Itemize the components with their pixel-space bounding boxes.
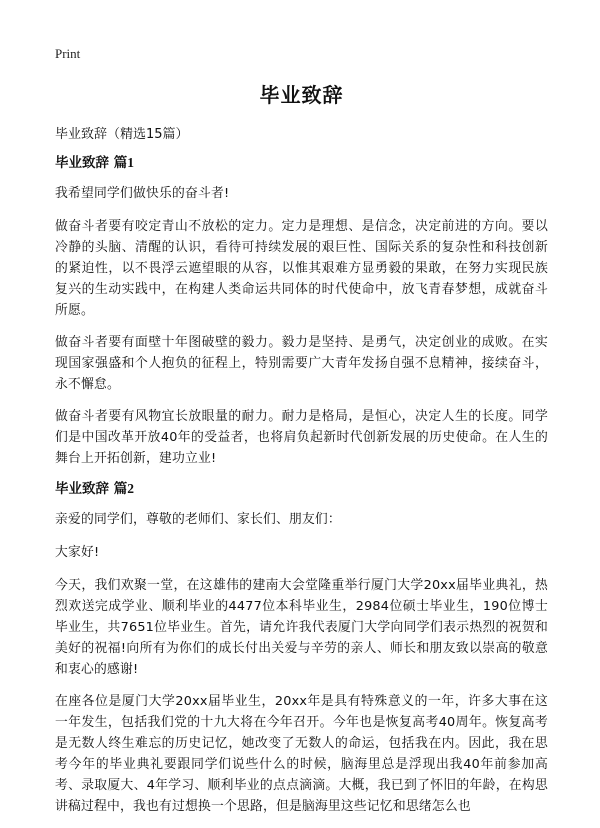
section-heading-number: 2 [127, 481, 134, 496]
page-title: 毕业致辞 [259, 83, 344, 107]
paragraph: 今天，我们欢聚一堂，在这雄伟的建南大会堂隆重举行厦门大学20xx届毕业典礼，热烈欢送完成学业、顺利毕业的4477位本科毕业生，2984位硕士毕业生，190位博士毕业生，共7651位毕业生。首先，请允许我代表厦门大学向同学们表示热烈的祝贺和美好的祝福!向所有为你们的成长付出关爱与辛劳的亲人、师长和朋友致以崇高的敬意和衷心的感谢! [55, 578, 548, 677]
section-heading-text: 毕业致辞 篇 [55, 481, 128, 497]
section-heading [55, 154, 548, 172]
paragraph: 亲爱的同学们，尊敬的老师们、家长们、朋友们： [55, 512, 341, 527]
section-heading-number: 1 [127, 155, 134, 170]
paragraph: 做奋斗者要有咬定青山不放松的定力。定力是理想、是信念，决定前进的方向。要以冷静的头脑、清醒的认识，看待可持续发展的艰巨性、国际关系的复杂性和科技创新的紧迫性，以不畏浮云遮望眼的从容，以惟其艰难方显勇毅的果敢，在努力实现民族复兴的生动实践中，在构建人类命运共同体的时代使命中，放飞青春梦想，成就奋斗所愿。 [55, 219, 548, 318]
section-heading-text: 毕业致辞 篇 [55, 155, 128, 171]
section-2 [55, 480, 548, 817]
paragraph: 在座各位是厦门大学20xx届毕业生，20xx年是具有特殊意义的一年，许多大事在这一年发生，包括我们党的十九大将在今年召开。今年也是恢复高考40周年。恢复高考是无数人终生难忘的历史记忆，她改变了无数人的命运，包括我在内。因此，我在思考今年的毕业典礼要跟同学们说些什么的时候，脑海里总是浮现出我40年前参加高考、录取厦大、4年学习、顺利毕业的点点滴滴。大概，我已到了怀旧的年龄，在构思讲稿过程中，我也有过想换一个思路，但是脑海里这些记忆和思绪怎么也 [55, 694, 548, 814]
paragraph: 做奋斗者要有风物宜长放眼量的耐力。耐力是格局，是恒心，决定人生的长度。同学们是中国改革开放40年的受益者，也将肩负起新时代创新发展的历史使命。在人生的舞台上开拓创新，建功立业! [55, 409, 548, 466]
paragraph: 我希望同学们做快乐的奋斗者! [55, 186, 230, 201]
paragraph: 大家好! [55, 545, 100, 560]
section-heading [55, 480, 548, 498]
print-link[interactable]: Print [55, 46, 81, 61]
document-subtitle: 毕业致辞（精选15篇） [55, 127, 189, 142]
paragraph: 做奋斗者要有面壁十年图破壁的毅力。毅力是坚持、是勇气，决定创业的成败。在实现国家强盛和个人抱负的征程上，特别需要广大青年发扬自强不息精神，接续奋斗，永不懈怠。 [55, 335, 548, 392]
section-1 [55, 154, 548, 469]
